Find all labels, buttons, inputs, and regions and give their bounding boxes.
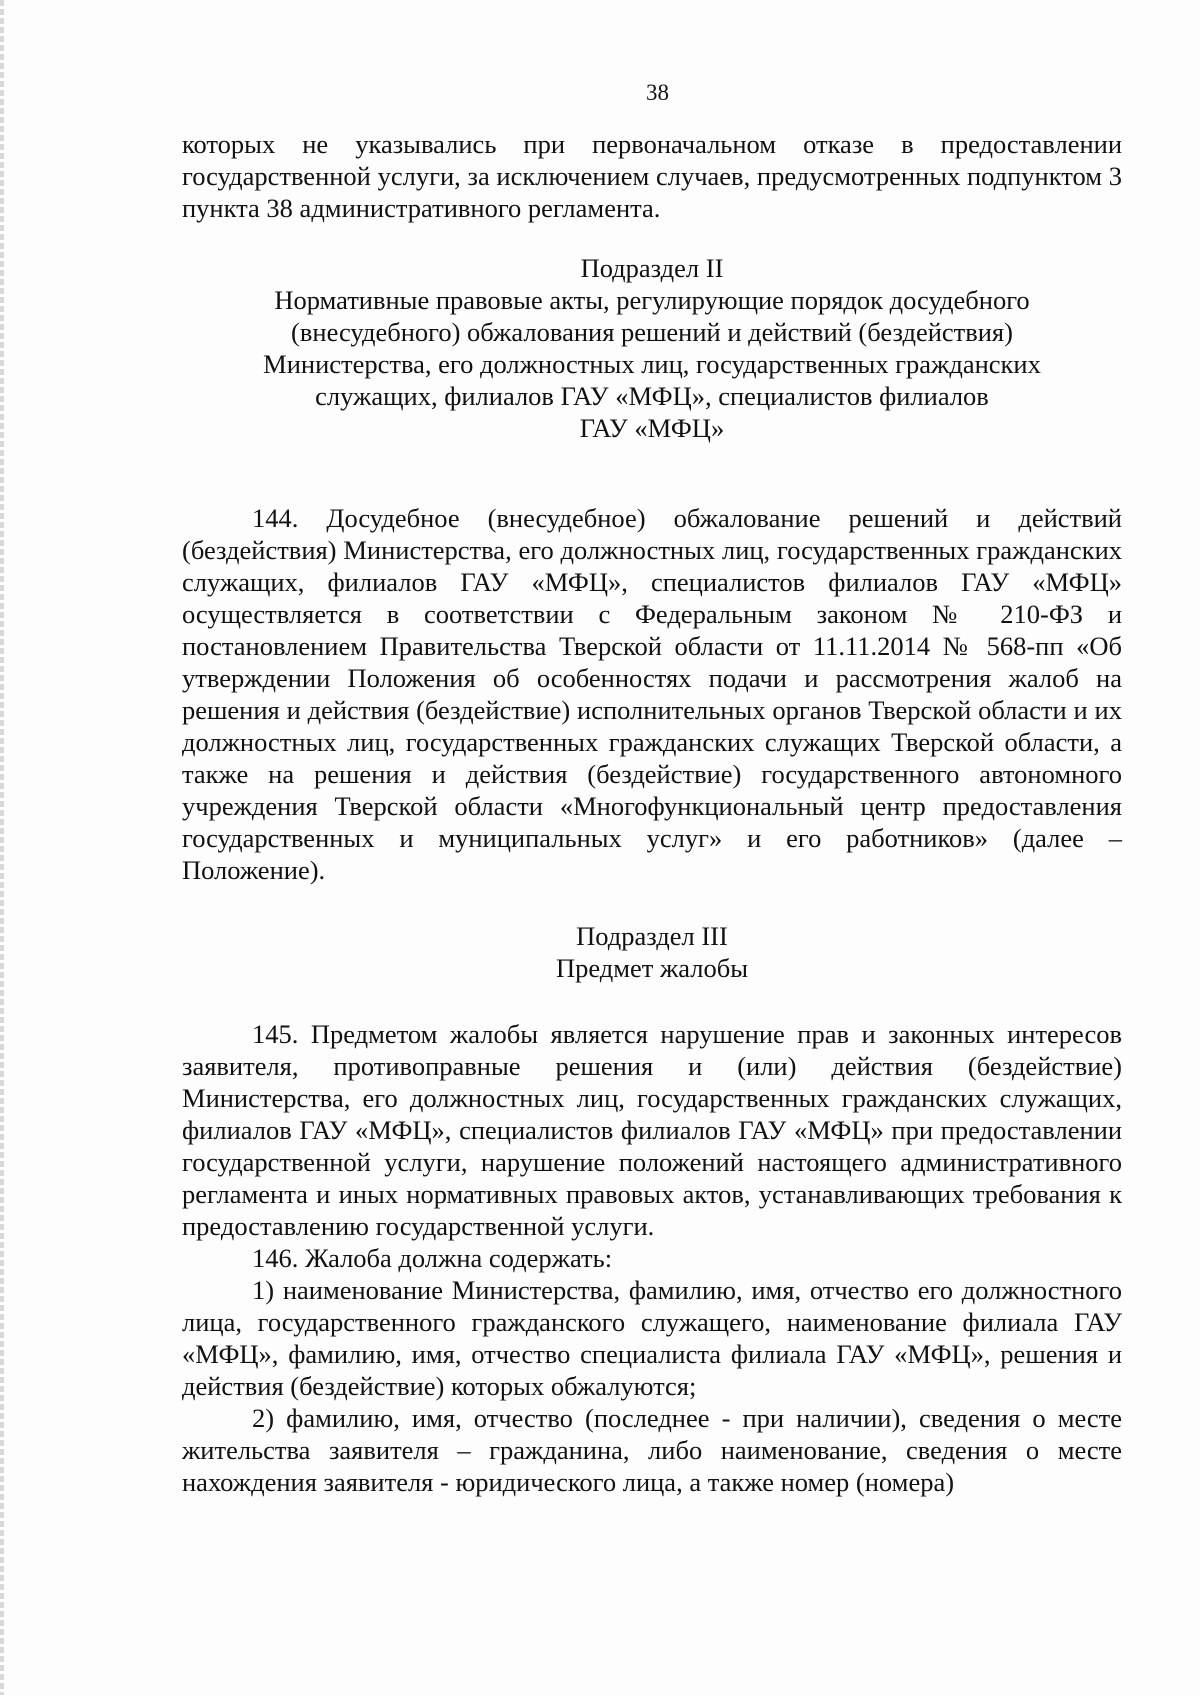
scan-edge xyxy=(0,0,4,1695)
subsection-3-label: Подраздел III xyxy=(576,921,728,951)
subsection-3-title: Предмет жалобы xyxy=(555,953,749,983)
subsection-2-title-line: служащих, филиалов ГАУ «МФЦ», специалистов филиалов xyxy=(315,381,989,411)
paragraph-144: 144. Досудебное (внесудебное) обжалование решений и действий (бездействия) Министерства, его должностных лиц, государственных гражданских служащих, филиалов ГАУ «МФЦ», специалистов филиалов ГАУ «МФЦ» осуществляется в соответствии с Федеральным законом № 210-ФЗ и постановлением Правительства Тверской области от 11.11.2014 № 568-пп «Об утверждении Положения об особенностях подачи и рассмотрения жалоб на решения и действия (бездействие) исполнительных органов Тверской области и их должностных лиц, государственных гражданских служащих Тверской области, а также на решения и действия (бездействие) государственного автономного учреждения Тверской области «Многофункциональный центр предоставления государственных и муниципальных услуг» и его работников» (далее – Положение). xyxy=(182,503,1122,885)
subsection-3-heading xyxy=(182,920,1122,984)
subsection-2-title-line: Нормативные правовые акты, регулирующие порядок досудебного xyxy=(274,285,1030,315)
paragraph-146-item-1: 1) наименование Министерства, фамилию, имя, отчество его должностного лица, государственного гражданского служащего, наименование филиала ГАУ «МФЦ», фамилию, имя, отчество специалиста филиала ГАУ «МФЦ», решения и действия (бездействие) которых обжалуются; xyxy=(182,1275,1122,1401)
paragraph-144-block xyxy=(182,502,1122,886)
page-number: 38 xyxy=(646,80,669,105)
subsection-2-title-line: ГАУ «МФЦ» xyxy=(579,413,725,443)
paragraph-146-intro: 146. Жалоба должна содержать: xyxy=(252,1243,613,1273)
subsection-2-heading xyxy=(182,252,1122,444)
continuation-block xyxy=(182,128,1122,224)
subsection-2-title-line: (внесудебного) обжалования решений и действий (бездействия) xyxy=(291,317,1013,347)
paragraph-146-item-2: 2) фамилию, имя, отчество (последнее - при наличии), сведения о месте жительства заявителя – гражданина, либо наименование, сведения о месте нахождения заявителя - юридического лица, а также номер (номера) xyxy=(182,1403,1122,1497)
continuation-paragraph: которых не указывались при первоначальном отказе в предоставлении государственной услуги, за исключением случаев, предусмотренных подпунктом 3 пункта 38 административного регламента. xyxy=(182,129,1122,223)
paragraph-145-146-block xyxy=(182,1018,1122,1498)
paragraph-145: 145. Предметом жалобы является нарушение прав и законных интересов заявителя, противоправные решения и (или) действия (бездействие) Министерства, его должностных лиц, государственных гражданских служащих, филиалов ГАУ «МФЦ», специалистов филиалов ГАУ «МФЦ» при предоставлении государственной услуги, нарушение положений настоящего административного регламента и иных нормативных правовых актов, устанавливающих требования к предоставлению государственной услуги. xyxy=(182,1019,1122,1241)
subsection-2-title-line: Министерства, его должностных лиц, государственных гражданских xyxy=(263,349,1041,379)
subsection-2-label: Подраздел II xyxy=(580,253,724,283)
